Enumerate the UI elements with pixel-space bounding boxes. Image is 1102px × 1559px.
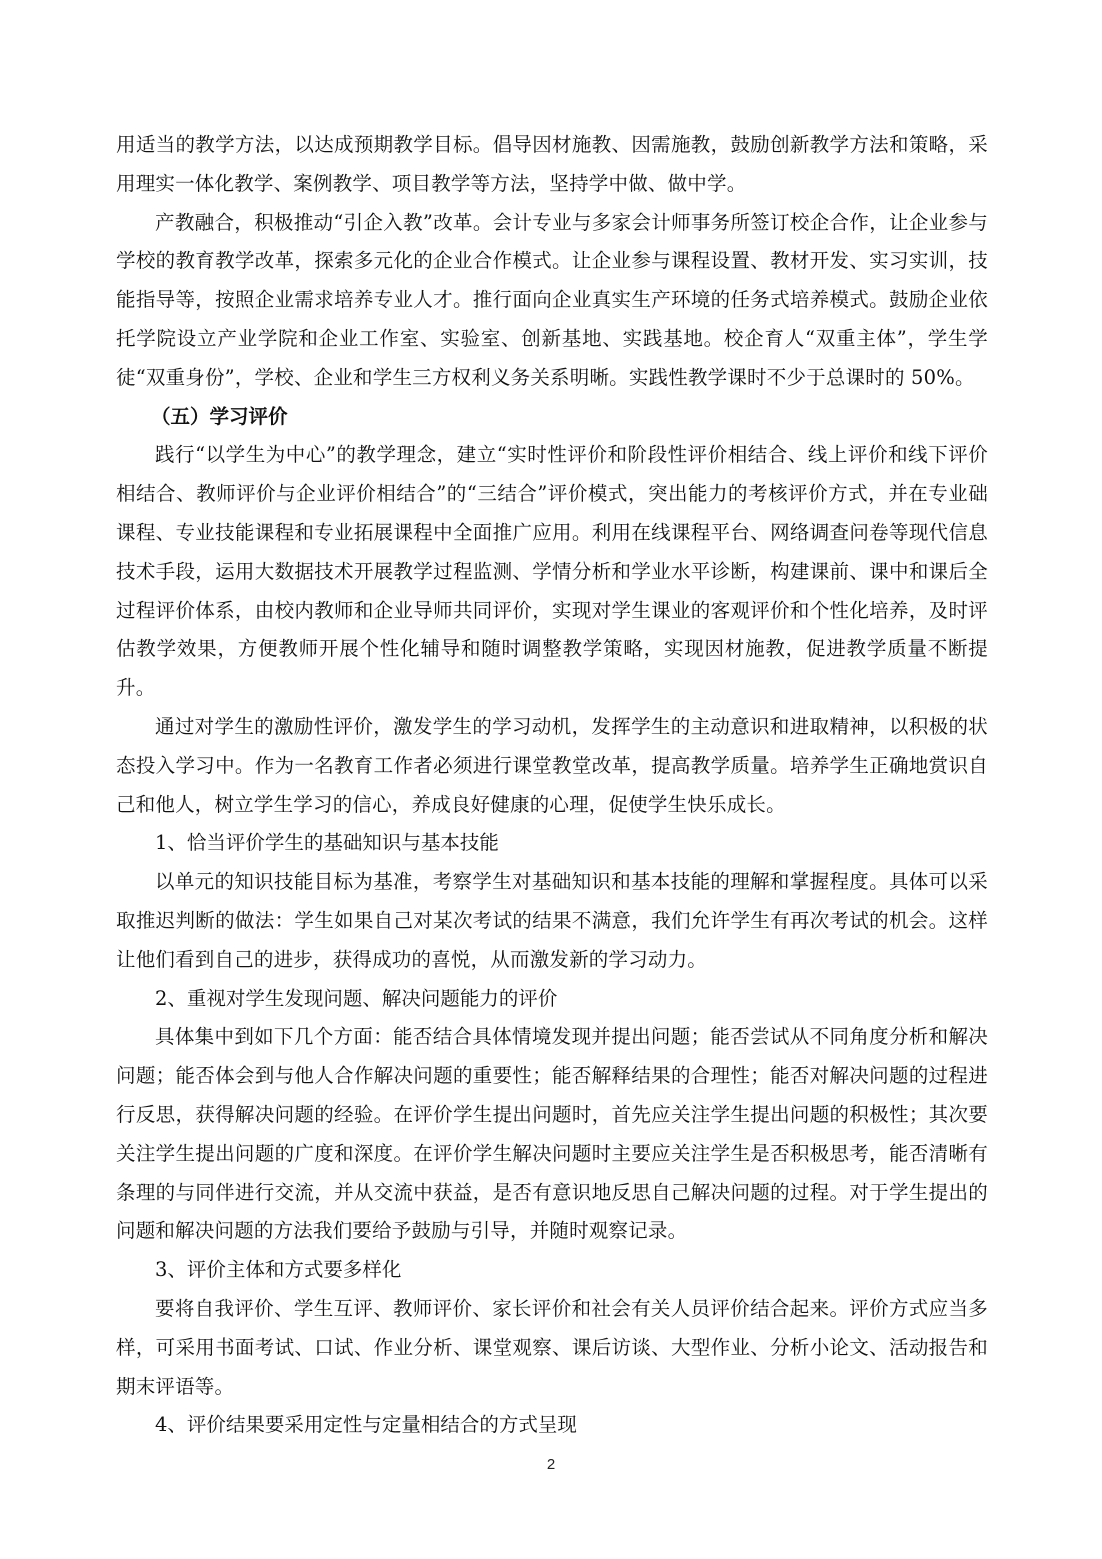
section-heading-learning-evaluation: （五）学习评价: [151, 404, 288, 428]
paragraph-incentive-evaluation: 通过对学生的激励性评价，激发学生的学习动机，发挥学生的主动意识和进取精神，以积极的状态投入学习中。作为一名教育工作者必须进行课堂教堂改革，提高教学质量。培养学生正确地赏识自己和他人，树立学生学习的信心，养成良好健康的心理，促使学生快乐成长。: [116, 714, 988, 816]
paragraph-basic-knowledge: 以单元的知识技能目标为基准，考察学生对基础知识和基本技能的理解和掌握程度。具体可以采取推迟判断的做法：学生如果自己对某次考试的结果不满意，我们允许学生有再次考试的机会。这样让他们看到自己的进步，获得成功的喜悦，从而激发新的学习动力。: [116, 870, 988, 971]
subheading-4: 4、评价结果要采用定性与定量相结合的方式呈现: [155, 1413, 577, 1437]
paragraph-industry-education: 产教融合，积极推动“引企入教”改革。会计专业与多家会计师事务所签订校企合作，让企业参与学校的教育教学改革，探索多元化的企业合作模式。让企业参与课程设置、教材开发、实习实训，技能指导等，按照企业需求培养专业人才。推行面向企业真实生产环境的任务式培养模式。鼓励企业依托学院设立产业学院和企业工作室、实验室、创新基地、实践基地。校企育人“双重主体”，学生学徒“双重身份”，学校、企业和学生三方权利义务关系明晰。实践性教学课时不少于总课时的 50%。: [116, 210, 988, 389]
page-number: 2: [546, 1456, 556, 1473]
subheading-2: 2、重视对学生发现问题、解决问题能力的评价: [155, 986, 558, 1010]
paragraph-teaching-methods: 用适当的教学方法，以达成预期教学目标。倡导因材施教、因需施教，鼓励创新教学方法和策略，采用理实一体化教学、案例教学、项目教学等方法，坚持学中做、做中学。: [116, 133, 988, 195]
paragraph-diverse-evaluation: 要将自我评价、学生互评、教师评价、家长评价和社会有关人员评价结合起来。评价方式应当多样，可采用书面考试、口试、作业分析、课堂观察、课后访谈、大型作业、分析小论文、活动报告和期末评语等。: [116, 1296, 988, 1398]
paragraph-evaluation-model: 践行“以学生为中心”的教学理念，建立“实时性评价和阶段性评价相结合、线上评价和线下评价相结合、教师评价与企业评价相结合”的“三结合”评价模式，突出能力的考核评价方式，并在专业础课程、专业技能课程和专业拓展课程中全面推广应用。利用在线课程平台、网络调查问卷等现代信息技术手段，运用大数据技术开展教学过程监测、学情分析和学业水平诊断，构建课前、课中和课后全过程评价体系，由校内教师和企业导师共同评价，实现对学生课业的客观评价和个性化培养，及时评估教学效果，方便教师开展个性化辅导和随时调整教学策略，实现因材施教，促进教学质量不断提升。: [116, 443, 988, 700]
subheading-3: 3、评价主体和方式要多样化: [155, 1258, 402, 1282]
subheading-1: 1、恰当评价学生的基础知识与基本技能: [155, 831, 499, 855]
paragraph-problem-solving: 具体集中到如下几个方面：能否结合具体情境发现并提出问题；能否尝试从不同角度分析和解决问题；能否体会到与他人合作解决问题的重要性；能否解释结果的合理性；能否对解决问题的过程进行反思，获得解决问题的经验。在评价学生提出问题时，首先应关注学生提出问题的积极性；其次要关注学生提出问题的广度和深度。在评价学生解决问题时主要应关注学生是否积极思考，能否清晰有条理的与同伴进行交流，并从交流中获益，是否有意识地反思自己解决问题的过程。对于学生提出的问题和解决问题的方法我们要给予鼓励与引导，并随时观察记录。: [116, 1025, 988, 1243]
page-body: [116, 126, 988, 1445]
